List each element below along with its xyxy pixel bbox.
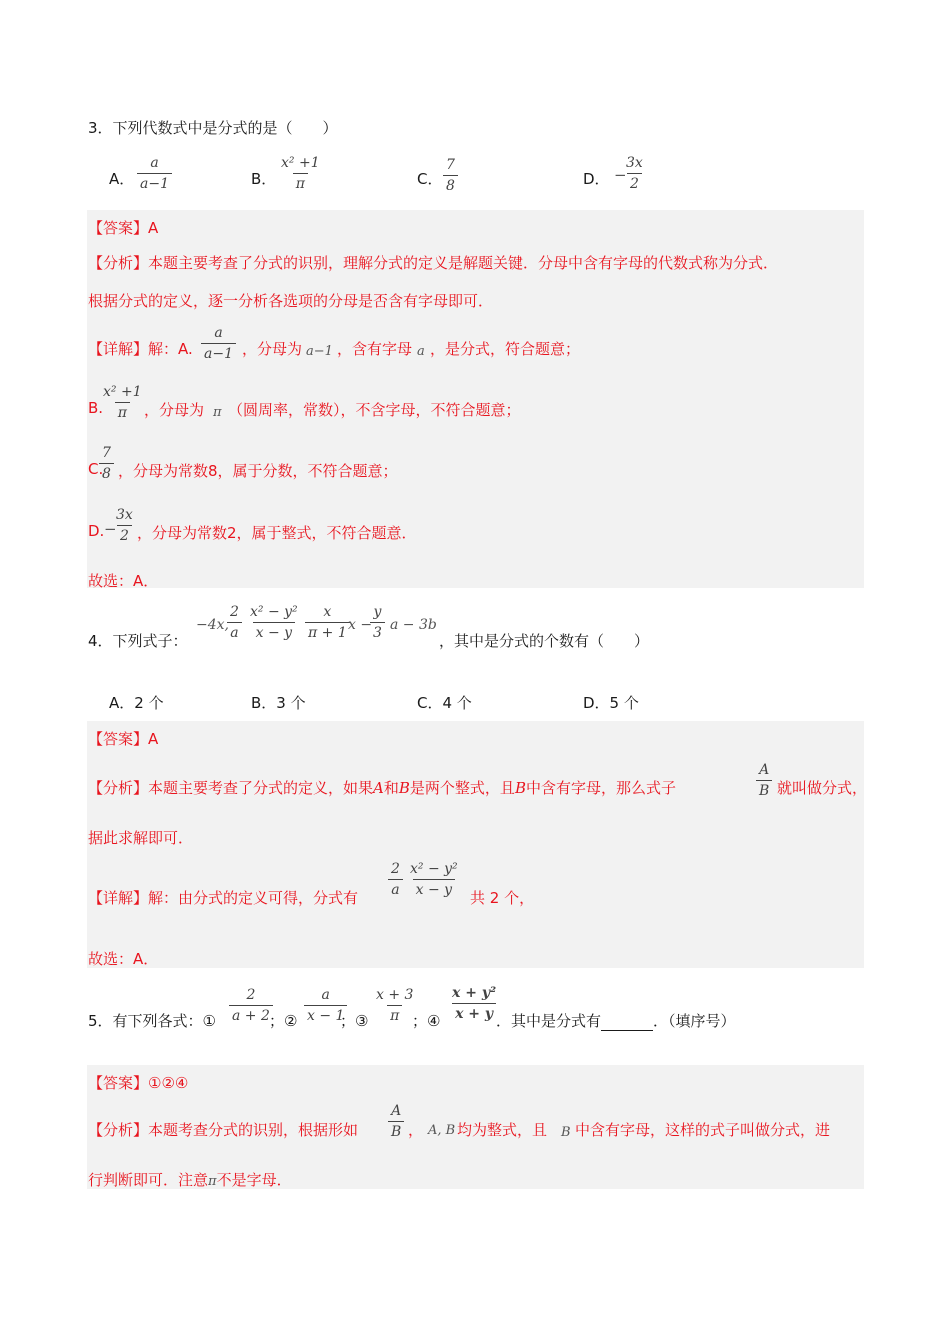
q4-expr-2-num: 2 (230, 604, 239, 620)
q5-analysis-1d: 中含有字母，这样的式子叫做分式，进 (575, 1121, 831, 1139)
q4-stem-post: ，其中是分式的个数有（ ） (439, 632, 650, 650)
q5-sep-3: ；③ (340, 1012, 369, 1030)
q3-detail-a-denominator: a−1 (306, 344, 333, 359)
q3-detail-a-num: a (214, 325, 223, 341)
q3-choose: 故选：A． (88, 572, 159, 590)
q3-b-num: x² +1 (281, 155, 320, 171)
q3-option-a-fraction (137, 156, 172, 191)
q5-analysis-frac-den: B (388, 1121, 404, 1139)
q3-analysis-line1 (88, 252, 778, 273)
q5-analysis-AB: A, B (428, 1123, 456, 1138)
q4-stem-pre: 4．下列式子： (88, 632, 188, 650)
q4-expr-2-den: a (227, 622, 241, 640)
q3-detail-c-num: 7 (102, 445, 111, 461)
q5-stem-pre: 5．有下列各式：① (88, 1012, 216, 1030)
q4-expr-6: a − 3b (390, 617, 437, 633)
q4-analysis-fraction (756, 763, 772, 798)
q3-detail-b-num: x² +1 (103, 384, 142, 400)
q4-expr-3 (247, 605, 301, 640)
q4-analysis-A: A (373, 779, 384, 797)
q3-detail-a-pre: 解：A. (148, 340, 193, 358)
q4-expr-5-den: 3 (370, 622, 385, 640)
q4-analysis-1b: 和 (383, 779, 399, 797)
q5-analysis-1c: 均为整式，且 (457, 1121, 548, 1139)
q4-analysis-frac-num: A (759, 762, 770, 778)
q3-detail-b-den: π (115, 402, 130, 420)
q3-option-b-label: B． (251, 170, 277, 188)
q5-stem-post2: ．（填序号） (653, 1012, 736, 1030)
q3-a-num: a (150, 155, 159, 171)
q5-analysis-2b: 不是字母． (216, 1171, 292, 1189)
q5-stem-post (496, 1010, 736, 1031)
q5-analysis-B: B (561, 1125, 571, 1140)
q4-analysis-B: B (398, 779, 410, 797)
q5-frac-2-den: x − 1 (304, 1005, 347, 1023)
q4-option-d: D．5 个 (583, 694, 639, 712)
q4-analysis-1a: 本题主要考查了分式的定义，如果 (148, 779, 374, 797)
q3-d-prefix: − (614, 166, 627, 184)
q3-detail-d-end: ，分母为常数2，属于整式，不符合题意． (137, 524, 417, 542)
q5-frac-4 (449, 986, 499, 1021)
q5-analysis-line1 (88, 1119, 358, 1140)
q3-b-den: π (293, 173, 308, 191)
q5-analysis-line2 (88, 1169, 292, 1190)
q3-detail-a-end: ，是分式，符合题意； (430, 340, 581, 358)
q4-analysis-B2: B (514, 779, 526, 797)
q3-option-d-fraction (623, 156, 646, 191)
q3-detail-d-fraction (113, 508, 136, 543)
q5-frac-2-num: a (321, 987, 330, 1003)
q4-detail-frac-2-num: x² − y² (410, 861, 458, 877)
q4-expr-4 (305, 605, 350, 640)
q3-detail-b-denominator: π (213, 405, 222, 420)
q5-analysis-2a: 行判断即可．注意 (88, 1171, 209, 1189)
q5-analysis-1b: ， (408, 1121, 424, 1139)
q3-detail-b-end: （圆周率，常数），不含字母，不符合题意； (228, 401, 521, 419)
q5-analysis-1a: 本题考查分式的识别，根据形如 (148, 1121, 359, 1139)
q4-solution-box (87, 721, 864, 968)
q5-analysis-frac-num: A (391, 1103, 402, 1119)
q3-d-den: 2 (627, 173, 642, 191)
q5-frac-1-num: 2 (246, 987, 256, 1003)
q3-detail-c-den: 8 (99, 463, 114, 481)
q4-choose: 故选：A． (88, 950, 159, 968)
q5-answer-blank[interactable] (601, 1016, 653, 1031)
q5-sep-4: ；④ (412, 1012, 441, 1030)
q4-expr-5-num: y (373, 604, 382, 620)
q4-option-c: C．4 个 (417, 694, 472, 712)
q3-detail-d-num: 3x (116, 507, 133, 523)
q4-expr-4-num: x (323, 604, 332, 620)
q4-analysis-line2: 据此求解即可． (88, 829, 194, 847)
q5-frac-4-den: x + y (452, 1003, 496, 1021)
q3-detail-d-pre: D. (88, 522, 105, 540)
q3-detail-d-prefix: − (104, 520, 117, 538)
q4-detail-frac-2-den: x − y (413, 879, 455, 897)
q3-detail-tag: 【详解】 (88, 340, 149, 358)
q3-detail-b-fraction (100, 385, 145, 420)
q3-detail-c-end: ，分母为常数8，属于分数，不符合题意； (118, 462, 398, 480)
q3-d-num: 3x (626, 155, 643, 171)
q4-expr-5-pre: x − (348, 617, 373, 633)
q4-detail-frac-1-den: a (388, 879, 402, 897)
q4-detail-tag: 【详解】 (88, 889, 149, 907)
q4-analysis-1d: 中含有字母，那么式子 (525, 779, 676, 797)
q3-option-b-fraction (278, 156, 323, 191)
q5-stem-post1: ．其中是分式有 (496, 1012, 602, 1030)
q4-answer: 【答案】A (88, 730, 159, 748)
q4-analysis-1c: 是两个整式，且 (409, 779, 515, 797)
q3-option-d-label: D． (583, 170, 610, 188)
q5-analysis-fraction (388, 1104, 404, 1139)
q4-expr-4-den: π + 1 (305, 622, 350, 640)
q3-c-den: 8 (443, 175, 458, 193)
q3-detail-d-den: 2 (117, 525, 132, 543)
q4-expr-2 (227, 605, 242, 640)
q3-detail-a-var: a (417, 344, 425, 359)
q3-answer: 【答案】A (88, 219, 159, 237)
q5-frac-3-den: π (387, 1005, 402, 1023)
q4-detail-2: 共 2 个， (470, 889, 535, 907)
q3-a-den: a−1 (137, 173, 172, 191)
q3-analysis-text1: 本题主要考查了分式的识别，理解分式的定义是解题关键．分母中含有字母的代数式称为分式． (148, 254, 779, 272)
q5-frac-3-num: x + 3 (376, 987, 414, 1003)
q4-detail-start (88, 887, 358, 908)
q5-frac-3 (373, 988, 416, 1023)
q3-detail-a-start (88, 338, 193, 359)
q3-detail-b-mid: ，分母为 (144, 401, 205, 419)
q4-detail-frac-1-num: 2 (391, 861, 400, 877)
q4-analysis-tag: 【分析】 (88, 779, 149, 797)
q3-detail-b-pre: B. (88, 399, 104, 417)
q4-option-b: B．3 个 (251, 694, 306, 712)
q3-detail-c-fraction (99, 446, 114, 481)
q3-detail-a-mid: ，分母为 (242, 340, 303, 358)
q4-analysis-frac-den: B (756, 780, 772, 798)
q4-detail-frac-1 (388, 862, 403, 897)
q5-frac-1 (229, 988, 273, 1023)
q4-expr-3-den: x − y (253, 622, 295, 640)
q3-stem: 3．下列代数式中是分式的是（ ） (88, 119, 338, 137)
q4-expr-3-num: x² − y² (250, 604, 298, 620)
q5-sep-2: ；② (269, 1012, 298, 1030)
q4-analysis-1e: 就叫做分式， (777, 779, 868, 797)
q4-expr-5 (370, 605, 385, 640)
q3-detail-a-den: a−1 (201, 343, 236, 361)
q3-option-a-label: A． (109, 170, 135, 188)
q3-detail-c-pre: C. (88, 460, 104, 478)
q5-analysis-pi: π (208, 1174, 217, 1189)
q5-frac-4-num: x + y² (452, 985, 497, 1001)
q4-detail-frac-2 (407, 862, 461, 897)
q3-detail-a-fraction (201, 326, 236, 361)
q3-option-c-label: C． (417, 170, 443, 188)
q4-option-a: A．2 个 (109, 694, 164, 712)
q3-analysis-tag: 【分析】 (88, 254, 149, 272)
q5-analysis-tag: 【分析】 (88, 1121, 149, 1139)
q3-analysis-line2: 根据分式的定义，逐一分析各选项的分母是否含有字母即可． (88, 292, 494, 310)
q4-expr-1: −4x, (196, 617, 229, 633)
q4-detail-1: 解：由分式的定义可得，分式有 (148, 889, 359, 907)
q3-detail-a-mid2: ，含有字母 (337, 340, 413, 358)
q5-answer: 【答案】①②④ (88, 1074, 189, 1092)
q3-option-c-fraction (443, 158, 458, 193)
q3-c-num: 7 (446, 157, 455, 173)
q4-analysis-line1 (88, 777, 676, 798)
q5-frac-1-den: a + 2 (229, 1005, 273, 1023)
